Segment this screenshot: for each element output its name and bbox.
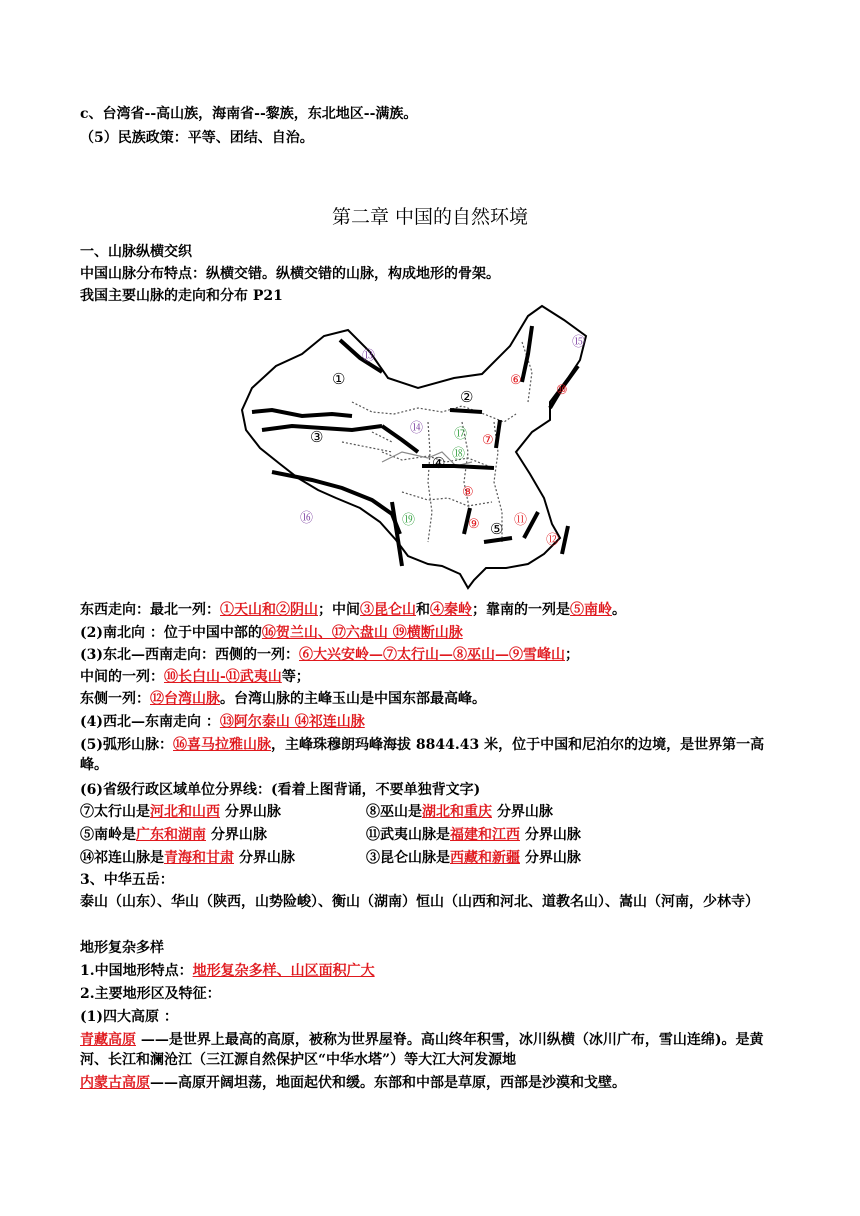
range-hengduan bbox=[392, 502, 402, 566]
map-caption: 我国主要山脉的走向和分布 P21 bbox=[80, 288, 283, 304]
terrain-feature: 1.中国地形特点：地形复杂多样、山区面积广大 bbox=[80, 963, 375, 979]
label-12: ⑫ bbox=[546, 533, 560, 548]
china-mountain-map bbox=[232, 302, 592, 594]
range-daxinganling bbox=[522, 326, 532, 382]
label-15: ⑮ bbox=[572, 335, 586, 350]
label-6: ⑥ bbox=[510, 373, 522, 388]
qinghai-tibet-plateau: 青藏高原 ——是世界上最高的高原，被称为世界屋脊。高山终年积雪，冰川纵横（冰川广布，雪山连绵)。是黄河、长江和澜沧江（三江源自然保护区“中华水塔”）等大江大河发源地 bbox=[80, 1032, 764, 1068]
four-plateaus: (1)四大高原 ： bbox=[80, 1009, 178, 1025]
range-yinshan bbox=[450, 410, 482, 412]
label-8: ⑧ bbox=[462, 485, 474, 500]
label-10: ⑩ bbox=[556, 383, 568, 398]
label-2: ② bbox=[460, 388, 474, 406]
range-tianshan bbox=[252, 410, 352, 416]
five-mountains-text: 泰山（山东）、华山（陕西，山势险峻）、衡山（湖南）恒山（山西和河北、道教名山）、嵩山（河南，少林寺） bbox=[80, 894, 759, 910]
label-5: ⑤ bbox=[490, 520, 504, 538]
east-west-ranges: 东西走向：最北一列：①天山和②阴山；中间③昆仑山和④秦岭；靠南的一列是⑤南岭。 bbox=[80, 602, 626, 618]
label-7: ⑦ bbox=[482, 433, 494, 448]
label-16: ⑯ bbox=[300, 511, 314, 526]
boundary-row: ⑦太行山是河北和山西 分界山脉 ⑧巫山是湖北和重庆 分界山脉 bbox=[80, 804, 553, 820]
label-18: ⑱ bbox=[452, 447, 466, 462]
middle-column: 中间的一列：⑩长白山-⑪武夷山等； bbox=[80, 669, 310, 685]
north-south-ranges: (2)南北向 ：位于中国中部的⑯贺兰山、⑰六盘山 ⑲横断山脉 bbox=[80, 625, 463, 641]
range-nanling bbox=[484, 538, 512, 542]
mountain-feature: 中国山脉分布特点：纵横交错。纵横交错的山脉，构成地形的骨架。 bbox=[80, 266, 500, 282]
range-taiwan bbox=[562, 526, 568, 554]
arc-ranges: (5)弧形山脉：⑯喜马拉雅山脉，主峰珠穆朗玛峰海拔 8844.43 米，位于中国和尼泊尔的边境，是世界第一高峰。 bbox=[80, 737, 765, 773]
label-19: ⑲ bbox=[402, 513, 416, 528]
boundary-row: ⑭祁连山脉是青海和甘肃 分界山脉 ③昆仑山脉是西藏和新疆 分界山脉 bbox=[80, 850, 581, 866]
range-altai bbox=[340, 340, 382, 372]
east-column: 东侧一列：⑫台湾山脉。台湾山脉的主峰玉山是中国东部最高峰。 bbox=[80, 691, 486, 707]
label-14: ⑭ bbox=[410, 421, 424, 436]
northeast-southwest-ranges: (3)东北—西南走向：西侧的一列：⑥大兴安岭—⑦太行山—⑧巫山—⑨雪峰山； bbox=[80, 647, 579, 663]
terrain-regions: 2.主要地形区及特征： bbox=[80, 986, 221, 1002]
label-9: ⑨ bbox=[468, 517, 480, 532]
inner-mongolia-plateau: 内蒙古高原——高原开阔坦荡，地面起伏和缓。东部和中部是草原，西部是沙漠和戈壁。 bbox=[80, 1075, 626, 1091]
boundary-row: ⑤南岭是广东和湖南 分界山脉 ⑪武夷山脉是福建和江西 分界山脉 bbox=[80, 827, 581, 843]
boundary-heading: (6)省级行政区域单位分界线：(看着上图背诵，不要单独背文字) bbox=[80, 782, 481, 798]
label-13: ⑬ bbox=[362, 349, 376, 364]
range-taihang bbox=[496, 420, 500, 448]
label-17: ⑰ bbox=[454, 427, 468, 442]
label-11: ⑪ bbox=[514, 513, 528, 528]
label-3: ③ bbox=[310, 428, 324, 446]
intro-line-1: c、台湾省--高山族，海南省--黎族，东北地区--满族。 bbox=[80, 106, 418, 122]
label-1: ① bbox=[332, 370, 346, 388]
intro-line-2: （5）民族政策：平等、团结、自治。 bbox=[80, 130, 314, 146]
terrain-heading: 地形复杂多样 bbox=[80, 940, 164, 956]
label-4: ④ bbox=[432, 454, 446, 472]
province-borders bbox=[342, 342, 532, 542]
range-himalaya bbox=[272, 472, 400, 534]
five-mountains-heading: 3、中华五岳： bbox=[80, 872, 174, 888]
northwest-southeast-ranges: (4)西北—东南走向 ：⑬阿尔泰山 ⑭祁连山脉 bbox=[80, 714, 365, 730]
chapter-title: 第二章 中国的自然环境 bbox=[331, 206, 529, 228]
section-heading: 一、山脉纵横交织 bbox=[80, 244, 192, 260]
